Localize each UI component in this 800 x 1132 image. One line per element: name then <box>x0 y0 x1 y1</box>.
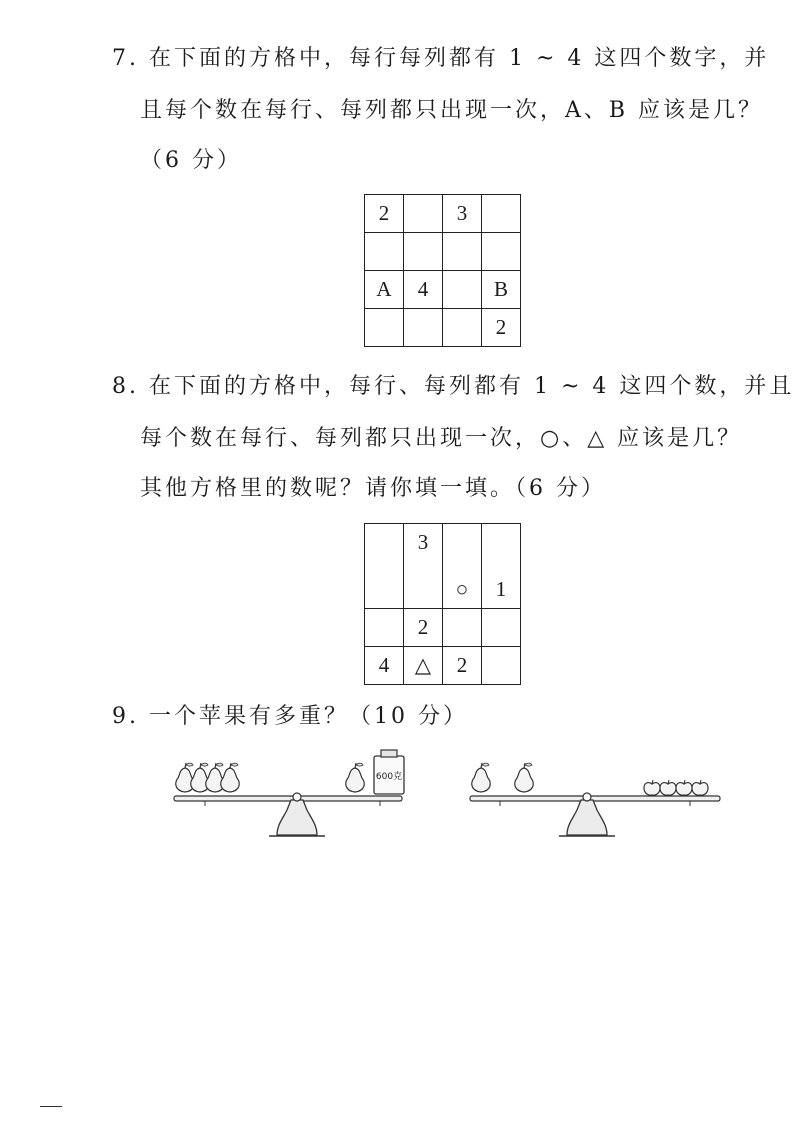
grid-row <box>365 647 521 685</box>
grid-cell: 3 <box>404 524 443 609</box>
grid-cell <box>365 233 404 271</box>
q9-text-line-1: 9. 一个苹果有多重？（10 分） <box>112 704 468 729</box>
grid-cell: 4 <box>404 271 443 309</box>
grid-row <box>365 233 521 271</box>
q8-text-line-2: 每个数在每行、每列都只出现一次，○、△ 应该是几？ <box>140 426 743 451</box>
left-scale <box>174 750 404 836</box>
q7-text-line-3: （6 分） <box>140 148 242 173</box>
grid-cell <box>365 609 404 647</box>
grid-cell <box>443 609 482 647</box>
grid-row <box>365 309 521 347</box>
grid-row <box>365 271 521 309</box>
grid-cell: 1 <box>482 524 521 609</box>
page-footer-dash <box>40 1106 62 1107</box>
weight-label: 600克 <box>375 772 403 782</box>
grid-cell <box>404 195 443 233</box>
grid-cell: 2 <box>404 609 443 647</box>
grid-cell: △ <box>404 647 443 685</box>
grid-cell: 2 <box>443 647 482 685</box>
grid-cell <box>482 647 521 685</box>
grid-cell <box>443 309 482 347</box>
grid-row <box>365 609 521 647</box>
grid-cell: 4 <box>365 647 404 685</box>
q8-text-line-1: 8. 在下面的方格中，每行、每列都有 1 ~ 4 这四个数，并且 <box>112 374 795 399</box>
grid-cell <box>404 233 443 271</box>
q8-text-line-3: 其他方格里的数呢？请你填一填。（6 分） <box>140 476 606 501</box>
q8-number-grid <box>364 523 521 685</box>
grid-cell <box>404 309 443 347</box>
grid-cell: B <box>482 271 521 309</box>
grid-cell: ○ <box>443 524 482 609</box>
q7-text-line-2: 且每个数在每行、每列都只出现一次，A、B 应该是几？ <box>140 98 764 123</box>
grid-cell: 3 <box>443 195 482 233</box>
q7-text-line-1: 7. 在下面的方格中，每行每列都有 1 ~ 4 这四个数字，并 <box>112 46 770 71</box>
grid-cell <box>482 233 521 271</box>
grid-cell <box>443 271 482 309</box>
grid-cell <box>443 233 482 271</box>
grid-cell <box>482 195 521 233</box>
weight-icon <box>374 750 404 794</box>
grid-cell: 2 <box>482 309 521 347</box>
grid-cell <box>482 609 521 647</box>
right-scale <box>470 763 720 836</box>
grid-cell <box>365 309 404 347</box>
grid-row <box>365 195 521 233</box>
q7-number-grid <box>364 194 521 347</box>
grid-cell: 2 <box>365 195 404 233</box>
grid-cell: A <box>365 271 404 309</box>
balance-scales-illustration <box>0 740 800 850</box>
grid-cell <box>365 524 404 609</box>
